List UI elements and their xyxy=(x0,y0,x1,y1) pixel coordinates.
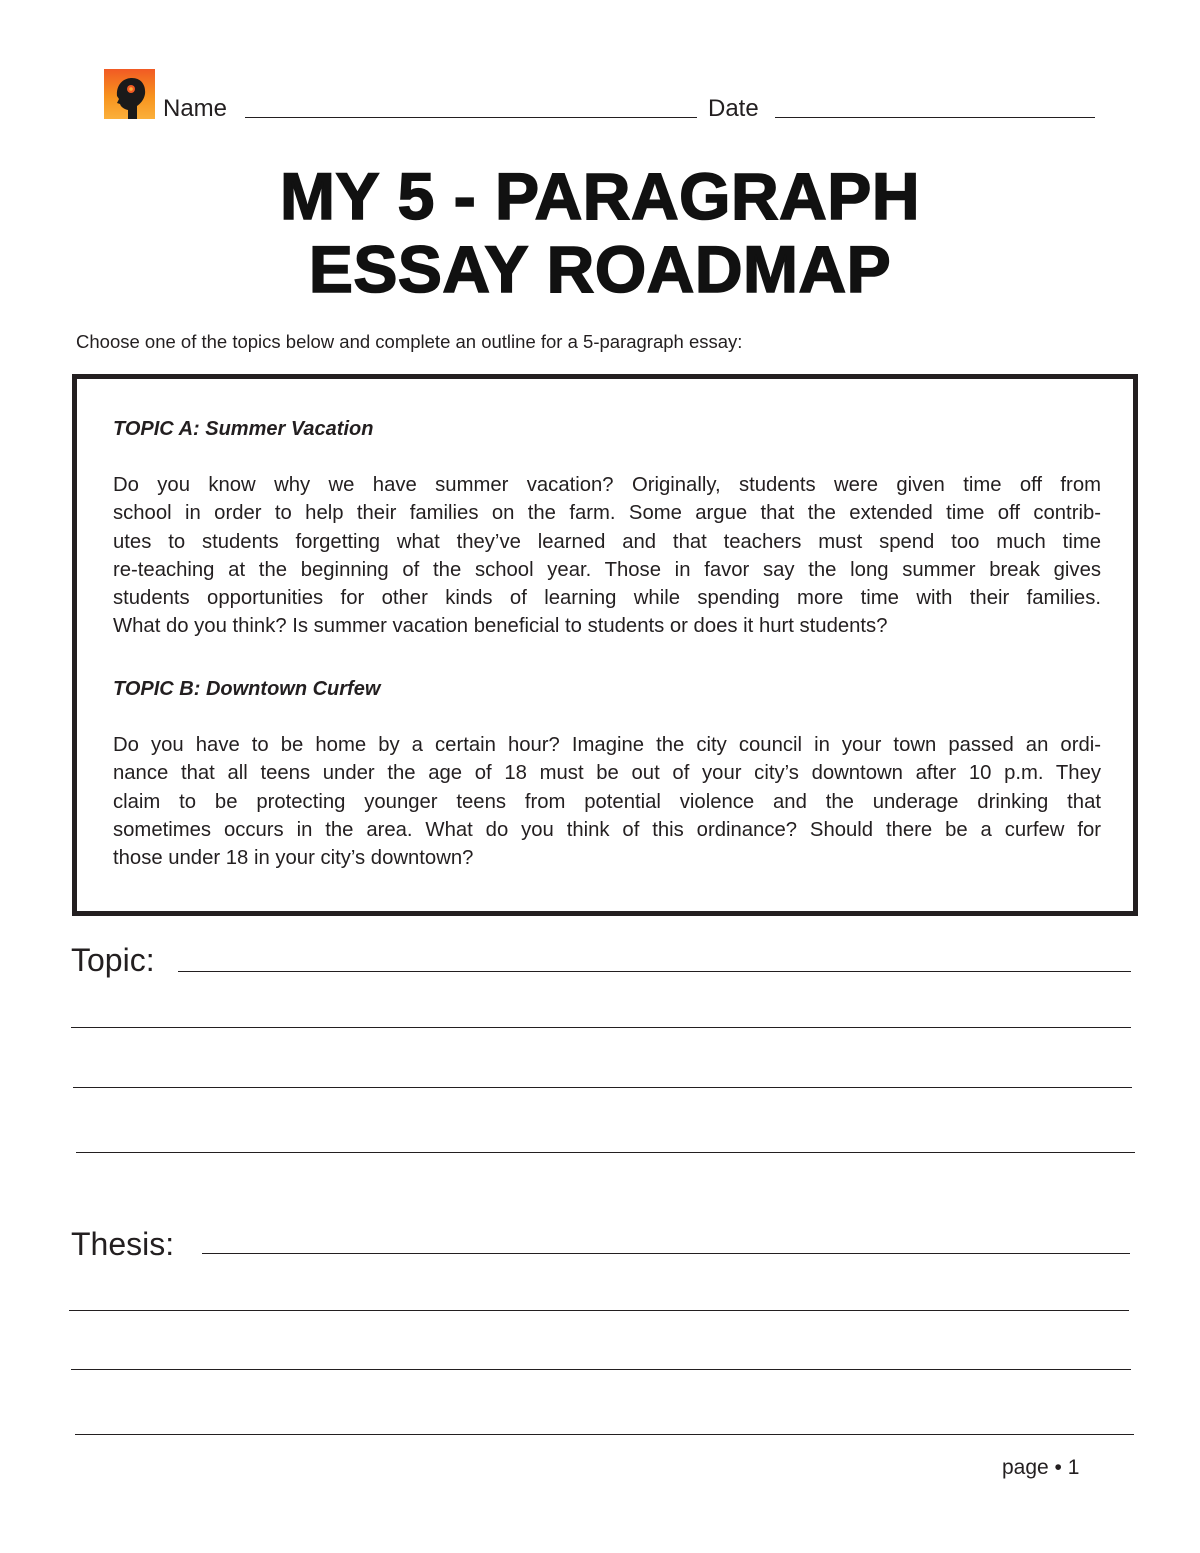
topic-a-paragraph xyxy=(113,471,1101,641)
topic-a-line: students opportunities for other kinds of learning while spending more time with their families. xyxy=(113,587,1101,610)
topic-b-heading: TOPIC B: Downtown Curfew xyxy=(113,678,381,700)
topic-a-line: Do you know why we have summer vacation? Originally, students were given time off from xyxy=(113,474,1101,496)
thesis-writing-line[interactable] xyxy=(69,1310,1129,1311)
thesis-writing-line[interactable] xyxy=(75,1434,1134,1435)
topic-b-line: sometimes occurs in the area. What do you think of this ordinance? Should there be a curfew for xyxy=(113,818,1101,841)
topic-a-heading: TOPIC A: Summer Vacation xyxy=(113,418,374,440)
topic-b-line: Do you have to be home by a certain hour? Imagine the city council in your town passed an ordi- xyxy=(113,734,1101,756)
topic-field-label: Topic: xyxy=(71,942,155,978)
topic-b-line: nance that all teens under the age of 18 must be out of your city’s downtown after 10 p.m. They xyxy=(113,762,1101,785)
topic-a-line: school in order to help their families on the farm. Some argue that the extended time off contrib- xyxy=(113,502,1101,525)
topic-writing-line[interactable] xyxy=(76,1152,1135,1153)
head-silhouette-logo-icon xyxy=(104,69,155,119)
page-number: page • 1 xyxy=(1002,1456,1080,1479)
thesis-writing-line[interactable] xyxy=(71,1369,1131,1370)
name-label: Name xyxy=(163,95,228,122)
topic-a-line: re-teaching at the beginning of the school year. Those in favor say the long summer break gives xyxy=(113,558,1101,581)
topic-writing-line[interactable] xyxy=(71,1027,1131,1028)
topic-b-line: claim to be protecting younger teens from potential violence and the underage drinking that xyxy=(113,790,1101,813)
topic-writing-line[interactable] xyxy=(73,1087,1132,1088)
date-label: Date xyxy=(708,95,759,122)
topic-b-line: those under 18 in your city’s downtown? xyxy=(113,847,474,870)
topic-a-line: What do you think? Is summer vacation beneficial to students or does it hurt students? xyxy=(113,615,888,638)
topic-writing-line[interactable] xyxy=(178,971,1131,972)
instructions-text: Choose one of the topics below and complete an outline for a 5-paragraph essay: xyxy=(76,331,743,352)
date-line[interactable] xyxy=(775,117,1095,118)
page-title-line-2: ESSAY ROADMAP xyxy=(308,232,892,306)
topic-b-paragraph xyxy=(113,731,1101,872)
thesis-writing-line[interactable] xyxy=(202,1253,1130,1254)
topic-a-line: utes to students forgetting what they’ve learned and that teachers must spend too much time xyxy=(113,530,1101,553)
thesis-field-label: Thesis: xyxy=(71,1226,175,1262)
name-line[interactable] xyxy=(245,117,697,118)
page-title-line-1: MY 5 - PARAGRAPH xyxy=(280,159,920,233)
